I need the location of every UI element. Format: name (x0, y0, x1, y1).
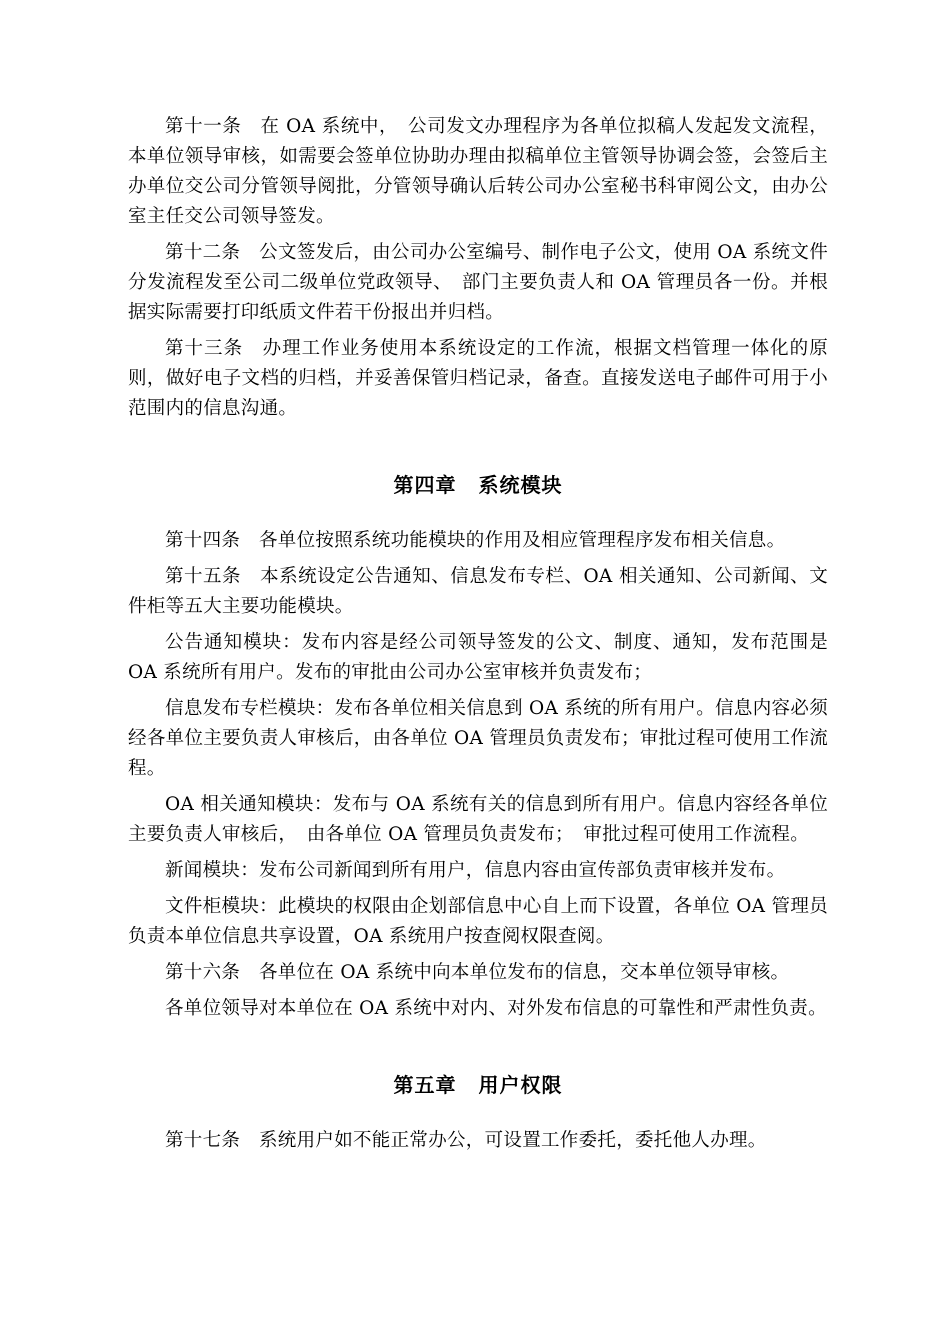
article-16: 第十六条 各单位在 OA 系统中向本单位发布的信息，交本单位领导审核。 (165, 962, 790, 983)
document-content (128, 112, 828, 1162)
article-16-continued: 各单位领导对本单位在 OA 系统中对内、对外发布信息的可靠性和严肃性负责。 (165, 998, 827, 1019)
module-news: 新闻模块：发布公司新闻到所有用户，信息内容由宣传部负责审核并发布。 (165, 860, 786, 881)
module-announcement: 公告通知模块：发布内容是经公司领导签发的公文、制度、通知，发布范围是 OA 系统所有用户。发布的审批由公司办公室审核并负责发布； (128, 632, 828, 683)
chapter-4-heading (128, 470, 828, 500)
article-11: 第十一条 在 OA 系统中， 公司发文办理程序为各单位拟稿人发起发文流程，本单位领导审核，如需要会签单位协助办理由拟稿单位主管领导协调会签，会签后主办单位交公司分管领导阅批，分管领导确认后转公司办公室秘书科审阅公文，由办公室主任交公司领导签发。 (128, 116, 828, 227)
chapter-4-title: 系统模块 (478, 473, 563, 497)
module-file-cabinet: 文件柜模块：此模块的权限由企划部信息中心自上而下设置，各单位 OA 管理员负责本单位信息共享设置，OA 系统用户按查阅权限查阅。 (128, 896, 829, 947)
article-14: 第十四条 各单位按照系统功能模块的作用及相应管理程序发布相关信息。 (165, 530, 786, 551)
chapter-4-number: 第四章 (393, 473, 457, 497)
article-12: 第十二条 公文签发后，由公司办公室编号、制作电子公文，使用 OA 系统文件分发流程发至公司二级单位党政领导、 部门主要负责人和 OA 管理员各一份。并根据实际需要打印纸质文件若干份报出并归档。 (128, 242, 828, 323)
chapter-5-title: 用户权限 (478, 1073, 563, 1097)
chapter-5-number: 第五章 (393, 1073, 457, 1097)
module-info-column: 信息发布专栏模块：发布各单位相关信息到 OA 系统的所有用户。信息内容必须经各单位主要负责人审核后，由各单位 OA 管理员负责发布；审批过程可使用工作流程。 (128, 698, 828, 779)
article-17: 第十七条 系统用户如不能正常办公，可设置工作委托，委托他人办理。 (165, 1130, 767, 1151)
article-15: 第十五条 本系统设定公告通知、信息发布专栏、OA 相关通知、公司新闻、文件柜等五大主要功能模块。 (128, 566, 828, 617)
chapter-5-heading (128, 1070, 828, 1100)
module-oa-notice: OA 相关通知模块：发布与 OA 系统有关的信息到所有用户。信息内容经各单位主要负责人审核后， 由各单位 OA 管理员负责发布； 审批过程可使用工作流程。 (128, 794, 828, 845)
article-13: 第十三条 办理工作业务使用本系统设定的工作流，根据文档管理一体化的原则，做好电子文档的归档，并妥善保管归档记录，备查。直接发送电子邮件可用于小范围内的信息沟通。 (128, 338, 828, 419)
